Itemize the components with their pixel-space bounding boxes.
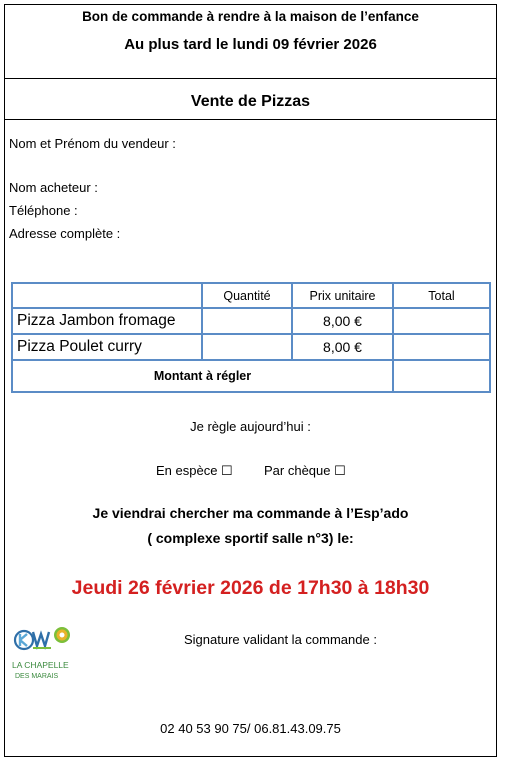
- pickup-date: Jeudi 26 février 2026 de 17h30 à 18h30: [71, 577, 430, 599]
- product-name: Pizza Poulet curry: [12, 334, 202, 360]
- seller-field-label: Nom et Prénom du vendeur :: [9, 136, 176, 151]
- payment-check-option[interactable]: Par chèque ☐: [264, 463, 346, 478]
- quantity-cell[interactable]: [202, 334, 292, 360]
- table-row: [12, 334, 490, 360]
- table-header-row: [12, 283, 490, 308]
- column-header-unit-price: Prix unitaire: [292, 283, 393, 308]
- pickup-line-1: Je viendrai chercher ma commande à l’Esp’ado: [92, 505, 409, 521]
- column-header-quantity: Quantité: [202, 283, 292, 308]
- total-cell[interactable]: [393, 308, 490, 334]
- total-row: [12, 360, 490, 392]
- address-field-label: Adresse complète :: [9, 226, 121, 241]
- amount-due-cell[interactable]: [393, 360, 490, 392]
- town-logo: [11, 624, 79, 684]
- logo-text-line-1: LA CHAPELLE: [12, 660, 69, 670]
- column-header-total: Total: [393, 283, 490, 308]
- header-divider: [4, 78, 497, 79]
- header-line-1: Bon de commande à rendre à la maison de l’enfance: [82, 9, 419, 24]
- quantity-cell[interactable]: [202, 308, 292, 334]
- order-table: [11, 282, 491, 393]
- pickup-line-2: ( complexe sportif salle n°3) le:: [147, 530, 354, 546]
- column-header-product: [12, 283, 202, 308]
- signature-label: Signature validant la commande :: [184, 632, 377, 647]
- buyer-field-label: Nom acheteur :: [9, 180, 98, 195]
- header-line-2: Au plus tard le lundi 09 février 2026: [124, 36, 377, 53]
- title-divider: [4, 119, 497, 120]
- payment-label: Je règle aujourd’hui :: [190, 419, 311, 434]
- product-name: Pizza Jambon fromage: [12, 308, 202, 334]
- contact-phone-numbers: 02 40 53 90 75/ 06.81.43.09.75: [160, 721, 341, 736]
- page-title: Vente de Pizzas: [190, 93, 311, 110]
- logo-text-line-2: DES MARAIS: [15, 673, 59, 680]
- unit-price: 8,00 €: [292, 308, 393, 334]
- town-logo-icon: [11, 624, 79, 684]
- amount-due-label: Montant à régler: [12, 360, 393, 392]
- table-row: [12, 308, 490, 334]
- total-cell[interactable]: [393, 334, 490, 360]
- unit-price: 8,00 €: [292, 334, 393, 360]
- payment-cash-option[interactable]: En espèce ☐: [156, 463, 233, 478]
- phone-field-label: Téléphone :: [9, 203, 78, 218]
